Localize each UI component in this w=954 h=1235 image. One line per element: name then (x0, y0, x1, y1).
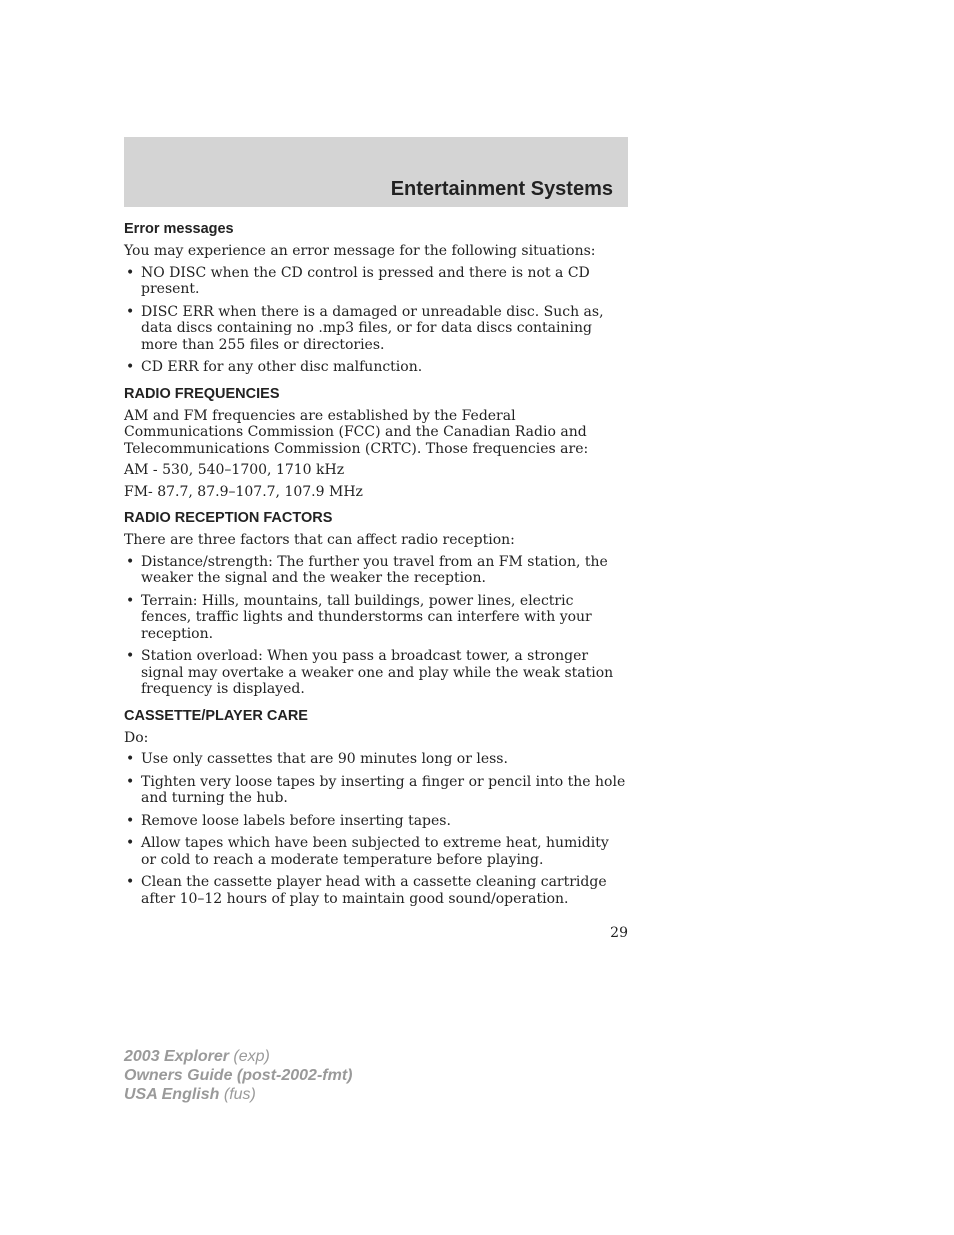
page-number: 29 (610, 925, 628, 941)
list-item: • Terrain: Hills, mountains, tall buildings, power lines, electric fences, traffic lights and thunderstorms can interfere with your reception. (124, 593, 628, 643)
section-intro: You may experience an error message for the following situations: (124, 243, 596, 259)
list-item: • Remove loose labels before inserting tapes. (124, 813, 628, 830)
section-cassette-player-care (124, 708, 628, 908)
section-error-messages (124, 221, 628, 376)
section-intro: There are three factors that can affect radio reception: (124, 532, 515, 548)
page-section-title: Entertainment Systems (390, 178, 613, 200)
section-heading: RADIO FREQUENCIES (124, 385, 280, 402)
section-intro: Do: (124, 729, 149, 746)
list-item: • Tighten very loose tapes by inserting a finger or pencil into the hole and turning the hub. (124, 774, 628, 807)
footer-line-model: 2003 Explorer (exp) (124, 1048, 270, 1065)
list-item: • DISC ERR when there is a damaged or unreadable disc. Such as, data discs containing no .mp3 files, or for data discs containing more than 255 files or directories. (124, 304, 628, 354)
list-item: • Use only cassettes that are 90 minutes long or less. (124, 751, 628, 768)
section-heading: RADIO RECEPTION FACTORS (124, 510, 333, 526)
section-header-band (124, 137, 628, 207)
footer-line-language: USA English (fus) (124, 1086, 256, 1103)
list-item: • Allow tapes which have been subjected to extreme heat, humidity or cold to reach a moderate temperature before playing. (124, 835, 628, 868)
bullet-list (124, 265, 628, 376)
footer-line-guide: Owners Guide (post-2002-fmt) (124, 1067, 353, 1084)
list-item: • Clean the cassette player head with a cassette cleaning cartridge after 10–12 hours of play to maintain good sound/operation. (124, 874, 628, 907)
document-footer (124, 1047, 352, 1104)
list-item: • Station overload: When you pass a broadcast tower, a stronger signal may overtake a weaker one and play while the weak station frequency is displayed. (124, 648, 628, 698)
paragraph: AM - 530, 540–1700, 1710 kHz (124, 462, 345, 478)
list-item: • Distance/strength: The further you travel from an FM station, the weaker the signal and the weaker the reception. (124, 554, 628, 587)
section-radio-reception-factors (124, 510, 628, 698)
page-content (124, 221, 628, 917)
section-radio-frequencies (124, 386, 628, 501)
list-item: • NO DISC when the CD control is pressed and there is not a CD present. (124, 265, 628, 298)
paragraph: AM and FM frequencies are established by the Federal Communications Commission (FCC) and the Canadian Radio and Telecommunications Commission (CRTC). Those frequencies are: (124, 407, 589, 457)
list-item: • CD ERR for any other disc malfunction. (124, 359, 628, 376)
paragraph: FM- 87.7, 87.9–107.7, 107.9 MHz (124, 483, 363, 500)
bullet-list (124, 554, 628, 698)
bullet-list (124, 751, 628, 907)
section-heading: CASSETTE/PLAYER CARE (124, 707, 308, 724)
section-heading: Error messages (124, 221, 234, 237)
